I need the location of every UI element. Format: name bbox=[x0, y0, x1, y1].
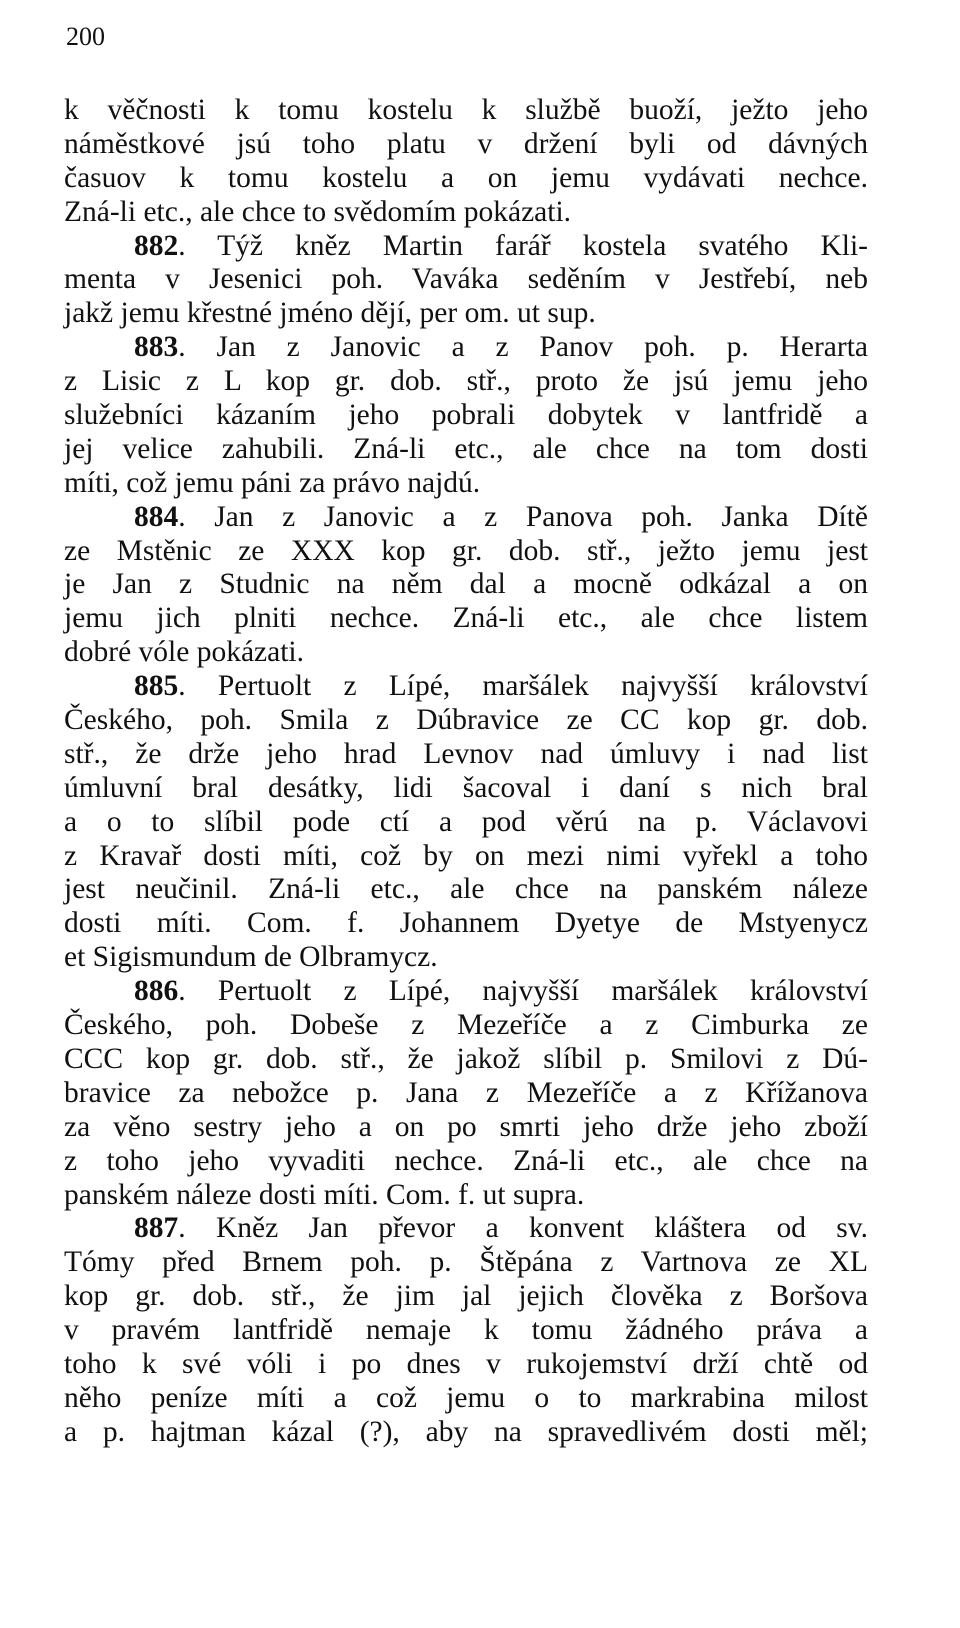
line-text: služebníci kázaním jeho pobrali dobytek v lantfridě a bbox=[64, 399, 868, 432]
text-line bbox=[64, 162, 868, 196]
entry-number: 886 bbox=[134, 975, 179, 1008]
line-text: dosti míti. Com. f. Johannem Dyetye de Mstyenycz bbox=[64, 907, 868, 940]
line-text: bravice za nebožce p. Jana z Mezeříče a z Křížanova bbox=[64, 1076, 868, 1109]
line-text: Zná-li etc., ale chce to svědomím pokázati. bbox=[64, 195, 572, 228]
entry-first-line bbox=[64, 670, 868, 704]
line-text: kop gr. dob. stř., že jim jal jejich člověka z Boršova bbox=[64, 1280, 868, 1313]
text-line bbox=[64, 128, 868, 162]
entry-first-line bbox=[64, 975, 868, 1009]
line-text: něho peníze míti a což jemu o to markrabina milost bbox=[64, 1381, 868, 1414]
text-line bbox=[64, 568, 868, 602]
text-line bbox=[64, 636, 868, 670]
line-text: v pravém lantfridě nemaje k tomu žádného práva a bbox=[64, 1314, 868, 1347]
text-line bbox=[64, 772, 868, 806]
text-line bbox=[64, 94, 868, 128]
text-line bbox=[64, 602, 868, 636]
line-text: z Lisic z L kop gr. dob. stř., proto že jsú jemu jeho bbox=[64, 365, 868, 398]
line-text: stř., že drže jeho hrad Levnov nad úmluvy i nad list bbox=[64, 737, 868, 770]
text-line bbox=[64, 1348, 868, 1382]
line-text: Českého, poh. Dobeše z Mezeříče a z Cimburka ze bbox=[64, 1009, 868, 1042]
line-text: . Týž kněz Martin farář kostela svatého Kli- bbox=[178, 229, 868, 262]
text-line bbox=[64, 738, 868, 772]
line-text: dobré vóle pokázati. bbox=[64, 636, 305, 669]
line-text: z toho jeho vyvaditi nechce. Zná-li etc., ale chce na bbox=[64, 1144, 868, 1177]
text-line bbox=[64, 840, 868, 874]
text-line bbox=[64, 196, 868, 230]
text-line bbox=[64, 1179, 868, 1213]
line-text: časuov k tomu kostelu a on jemu vydávati nechce. bbox=[64, 161, 868, 194]
text-line bbox=[64, 1043, 868, 1077]
line-text: . Pertuolt z Lípé, najvyšší maršálek království bbox=[178, 975, 868, 1008]
line-text: et Sigismundum de Olbramycz. bbox=[64, 941, 438, 974]
line-text: k věčnosti k tomu kostelu k službě buoží, ježto jeho bbox=[64, 94, 868, 126]
line-text: náměstkové jsú toho platu v držení byli od dávných bbox=[64, 127, 868, 160]
text-line bbox=[64, 433, 868, 467]
text-line bbox=[64, 873, 868, 907]
text-line bbox=[64, 467, 868, 501]
entry-number: 887 bbox=[134, 1212, 179, 1245]
text-line bbox=[64, 1111, 868, 1145]
text-line bbox=[64, 1009, 868, 1043]
entry-number: 884 bbox=[134, 500, 179, 533]
text-line bbox=[64, 941, 868, 975]
line-text: úmluvní bral desátky, lidi šacoval i daní s nich bral bbox=[64, 771, 868, 804]
text-line bbox=[64, 1280, 868, 1314]
page-number: 200 bbox=[66, 22, 105, 51]
line-text: jakž jemu křestné jméno dějí, per om. ut sup. bbox=[64, 297, 596, 330]
text-line bbox=[64, 704, 868, 738]
line-text: Českého, poh. Smila z Dúbravice ze CC kop gr. dob. bbox=[64, 704, 868, 737]
line-text: jest neučinil. Zná-li etc., ale chce na panském náleze bbox=[64, 873, 868, 906]
text-line bbox=[64, 1416, 868, 1450]
line-text: za věno sestry jeho a on po smrti jeho drže jeho zboží bbox=[64, 1110, 868, 1143]
entry-first-line bbox=[64, 230, 868, 264]
text-line bbox=[64, 1145, 868, 1179]
line-text: Tómy před Brnem poh. p. Štěpána z Vartnova ze XL bbox=[64, 1246, 868, 1279]
entry-number: 885 bbox=[134, 670, 179, 703]
line-text: CCC kop gr. dob. stř., že jakož slíbil p. Smilovi z Dú- bbox=[64, 1042, 868, 1075]
entry-number: 882 bbox=[134, 229, 179, 262]
line-text: . Jan z Janovic a z Panova poh. Janka Dítě bbox=[178, 500, 868, 533]
line-text: panském náleze dosti míti. Com. f. ut supra. bbox=[64, 1178, 585, 1211]
line-text: a o to slíbil pode ctí a pod věrú na p. Václavovi bbox=[64, 805, 868, 838]
line-text: z Kravař dosti míti, což by on mezi nimi vyřekl a toho bbox=[64, 839, 868, 872]
line-text: . Kněz Jan převor a konvent kláštera od sv. bbox=[178, 1212, 868, 1245]
text-line bbox=[64, 1077, 868, 1111]
entry-first-line bbox=[64, 501, 868, 535]
text-body bbox=[64, 94, 868, 1450]
line-text: ze Mstěnic ze XXX kop gr. dob. stř., ježto jemu jest bbox=[64, 534, 868, 567]
text-line bbox=[64, 263, 868, 297]
entry-first-line bbox=[64, 1212, 868, 1246]
line-text: jej velice zahubili. Zná-li etc., ale chce na tom dosti bbox=[64, 432, 868, 465]
text-line bbox=[64, 1382, 868, 1416]
line-text: menta v Jesenici poh. Vaváka seděním v Jestřebí, neb bbox=[64, 263, 868, 296]
line-text: je Jan z Studnic na něm dal a mocně odkázal a on bbox=[64, 568, 868, 601]
text-line bbox=[64, 535, 868, 569]
line-text: míti, což jemu páni za právo najdú. bbox=[64, 466, 481, 499]
text-line bbox=[64, 806, 868, 840]
line-text: . Pertuolt z Lípé, maršálek najvyšší království bbox=[178, 670, 868, 703]
text-line bbox=[64, 1246, 868, 1280]
text-line bbox=[64, 297, 868, 331]
line-text: . Jan z Janovic a z Panov poh. p. Herarta bbox=[178, 331, 868, 364]
text-line bbox=[64, 907, 868, 941]
line-text: jemu jich plniti nechce. Zná-li etc., ale chce listem bbox=[64, 602, 868, 635]
entry-first-line bbox=[64, 331, 868, 365]
line-text: toho k své vóli i po dnes v rukojemství drží chtě od bbox=[64, 1347, 868, 1380]
text-line bbox=[64, 365, 868, 399]
text-line bbox=[64, 1314, 868, 1348]
entry-number: 883 bbox=[134, 331, 179, 364]
text-line bbox=[64, 399, 868, 433]
line-text: a p. hajtman kázal (?), aby na spravedlivém dosti měl; bbox=[64, 1415, 868, 1448]
